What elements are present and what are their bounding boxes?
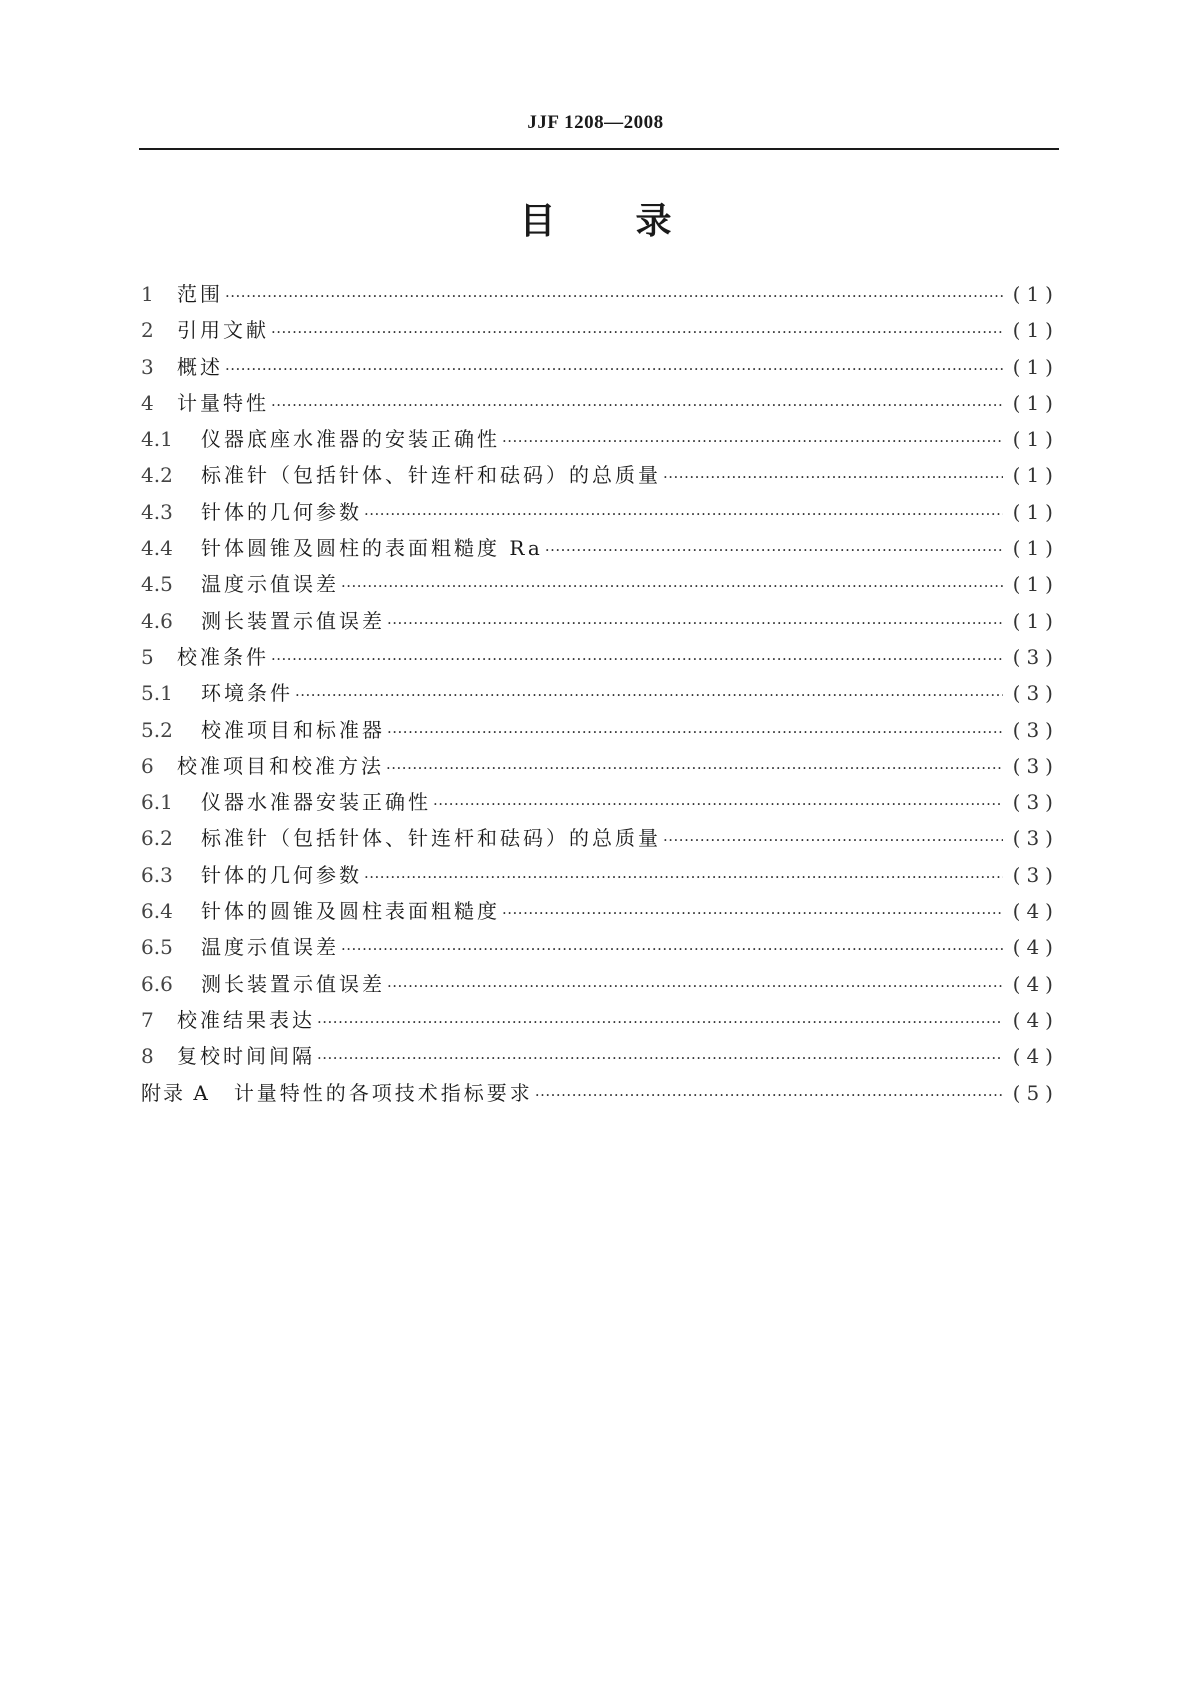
toc-entry-number: 4.5 (141, 572, 173, 597)
toc-entry-page: (1) (1012, 536, 1059, 561)
toc-entry-number: 6.6 (141, 971, 173, 996)
toc-entry-page: (3) (1012, 681, 1059, 706)
toc-entry-number: 4.2 (141, 463, 173, 488)
toc-entry-number: 4.6 (141, 608, 173, 633)
toc-entry[interactable] (141, 568, 1059, 604)
toc-entry-page: (1) (1012, 572, 1059, 597)
toc-entry-label: 温度示值误差 (201, 935, 339, 960)
toc-leader-dots (341, 940, 1003, 958)
toc-entry-page: (1) (1012, 354, 1059, 379)
toc-entry-number: 4 (141, 390, 154, 415)
title-char-1: 目 (519, 201, 556, 242)
toc-entry[interactable] (141, 532, 1059, 568)
toc-entry-label: 校准结果表达 (177, 1007, 315, 1032)
toc-leader-dots (271, 650, 1003, 668)
toc-entry[interactable] (141, 314, 1059, 350)
toc-entry-page: (5) (1012, 1080, 1059, 1105)
toc-entry-number: 附录 A (141, 1080, 210, 1105)
toc-entry-page: (3) (1012, 790, 1059, 815)
toc-entry-page: (4) (1012, 899, 1059, 924)
toc-entry-number: 5.2 (141, 717, 173, 742)
table-of-contents (141, 278, 1059, 1113)
toc-leader-dots (387, 723, 1003, 741)
toc-entry[interactable] (141, 750, 1059, 786)
toc-entry-page: (1) (1012, 499, 1059, 524)
toc-entry-label: 仪器底座水准器的安装正确性 (201, 427, 500, 452)
toc-entry-page: (3) (1012, 717, 1059, 742)
toc-entry[interactable] (141, 714, 1059, 750)
toc-entry-number: 4.1 (141, 427, 173, 452)
toc-entry-number: 5.1 (141, 681, 173, 706)
toc-entry-label: 计量特性 (177, 390, 269, 415)
toc-entry-label: 环境条件 (201, 681, 293, 706)
toc-entry[interactable] (141, 786, 1059, 822)
toc-entry-page: (3) (1012, 826, 1059, 851)
toc-entry-number: 6.1 (141, 790, 173, 815)
toc-entry[interactable] (141, 351, 1059, 387)
toc-leader-dots (271, 323, 1003, 341)
toc-entry[interactable] (141, 1004, 1059, 1040)
toc-entry-label: 仪器水准器安装正确性 (201, 790, 431, 815)
toc-entry-page: (1) (1012, 427, 1059, 452)
toc-entry[interactable] (141, 1040, 1059, 1076)
toc-entry-page: (4) (1012, 1007, 1059, 1032)
toc-entry-label: 针体圆锥及圆柱的表面粗糙度 Ra (201, 536, 543, 561)
toc-leader-dots (663, 831, 1003, 849)
toc-entry[interactable] (141, 1077, 1059, 1113)
page-title (0, 197, 1191, 247)
toc-entry-page: (1) (1012, 608, 1059, 633)
toc-entry-number: 6.3 (141, 862, 173, 887)
toc-entry-number: 2 (141, 318, 154, 343)
toc-entry-number: 6.2 (141, 826, 173, 851)
toc-entry-number: 8 (141, 1044, 154, 1069)
toc-leader-dots (663, 468, 1003, 486)
toc-entry-label: 针体的几何参数 (201, 862, 362, 887)
toc-leader-dots (317, 1013, 1003, 1031)
toc-entry[interactable] (141, 822, 1059, 858)
toc-entry-page: (1) (1012, 463, 1059, 488)
toc-leader-dots (341, 577, 1003, 595)
toc-entry-label: 针体的几何参数 (201, 499, 362, 524)
toc-leader-dots (387, 614, 1003, 632)
toc-entry-number: 7 (141, 1007, 154, 1032)
toc-entry-label: 测长装置示值误差 (201, 971, 385, 996)
toc-entry-number: 6.5 (141, 935, 173, 960)
toc-entry-label: 校准项目和校准方法 (177, 753, 384, 778)
toc-entry-page: (1) (1012, 318, 1059, 343)
toc-entry-number: 5 (141, 644, 154, 669)
toc-leader-dots (502, 432, 1003, 450)
toc-entry-label: 范围 (177, 282, 223, 306)
toc-entry[interactable] (141, 895, 1059, 931)
toc-entry-number: 6 (141, 753, 154, 778)
toc-entry[interactable] (141, 459, 1059, 495)
toc-entry-label: 概述 (177, 354, 223, 379)
toc-leader-dots (545, 541, 1003, 559)
toc-entry-label: 复校时间间隔 (177, 1044, 315, 1069)
toc-leader-dots (364, 868, 1003, 886)
toc-entry-label: 计量特性的各项技术指标要求 (233, 1080, 533, 1105)
toc-entry-label: 针体的圆锥及圆柱表面粗糙度 (201, 899, 500, 924)
toc-entry-number: 4.3 (141, 499, 173, 524)
toc-entry-page: (4) (1012, 1044, 1059, 1069)
toc-entry-number: 4.4 (141, 536, 173, 561)
toc-entry[interactable] (141, 931, 1059, 967)
toc-entry-page: (3) (1012, 753, 1059, 778)
toc-leader-dots (433, 795, 1003, 813)
toc-entry-number: 3 (141, 354, 154, 379)
title-char-2: 录 (635, 201, 672, 242)
toc-entry-page: (3) (1012, 862, 1059, 887)
toc-entry-label: 校准条件 (177, 644, 269, 669)
toc-entry-label: 校准项目和标准器 (201, 717, 385, 742)
toc-entry-label: 标准针（包括针体、针连杆和砝码）的总质量 (201, 826, 661, 851)
toc-entry[interactable] (141, 641, 1059, 677)
toc-entry-number: 1 (141, 282, 154, 306)
toc-leader-dots (225, 287, 1003, 305)
toc-entry[interactable] (141, 605, 1059, 641)
toc-leader-dots (271, 396, 1003, 414)
toc-entry[interactable] (141, 859, 1059, 895)
toc-entry-label: 引用文献 (177, 318, 269, 343)
toc-entry[interactable] (141, 387, 1059, 423)
header-rule (139, 148, 1059, 150)
toc-leader-dots (535, 1086, 1003, 1104)
toc-leader-dots (364, 505, 1003, 523)
toc-leader-dots (386, 759, 1003, 777)
toc-entry[interactable] (141, 278, 1059, 314)
toc-entry[interactable] (141, 496, 1059, 532)
toc-entry-number: 6.4 (141, 899, 173, 924)
toc-entry-page: (1) (1012, 282, 1059, 306)
toc-entry-label: 标准针（包括针体、针连杆和砝码）的总质量 (201, 463, 661, 488)
toc-entry[interactable] (141, 968, 1059, 1004)
toc-entry-page: (1) (1012, 390, 1059, 415)
toc-entry[interactable] (141, 677, 1059, 713)
toc-leader-dots (225, 360, 1003, 378)
toc-leader-dots (295, 686, 1003, 704)
toc-entry-label: 温度示值误差 (201, 572, 339, 597)
toc-entry-page: (4) (1012, 971, 1059, 996)
toc-entry-page: (3) (1012, 644, 1059, 669)
toc-leader-dots (502, 904, 1003, 922)
toc-entry[interactable] (141, 423, 1059, 459)
toc-leader-dots (387, 977, 1003, 995)
toc-leader-dots (317, 1049, 1003, 1067)
document-code-header: JJF 1208—2008 (527, 112, 664, 133)
toc-entry-label: 测长装置示值误差 (201, 608, 385, 633)
toc-entry-page: (4) (1012, 935, 1059, 960)
